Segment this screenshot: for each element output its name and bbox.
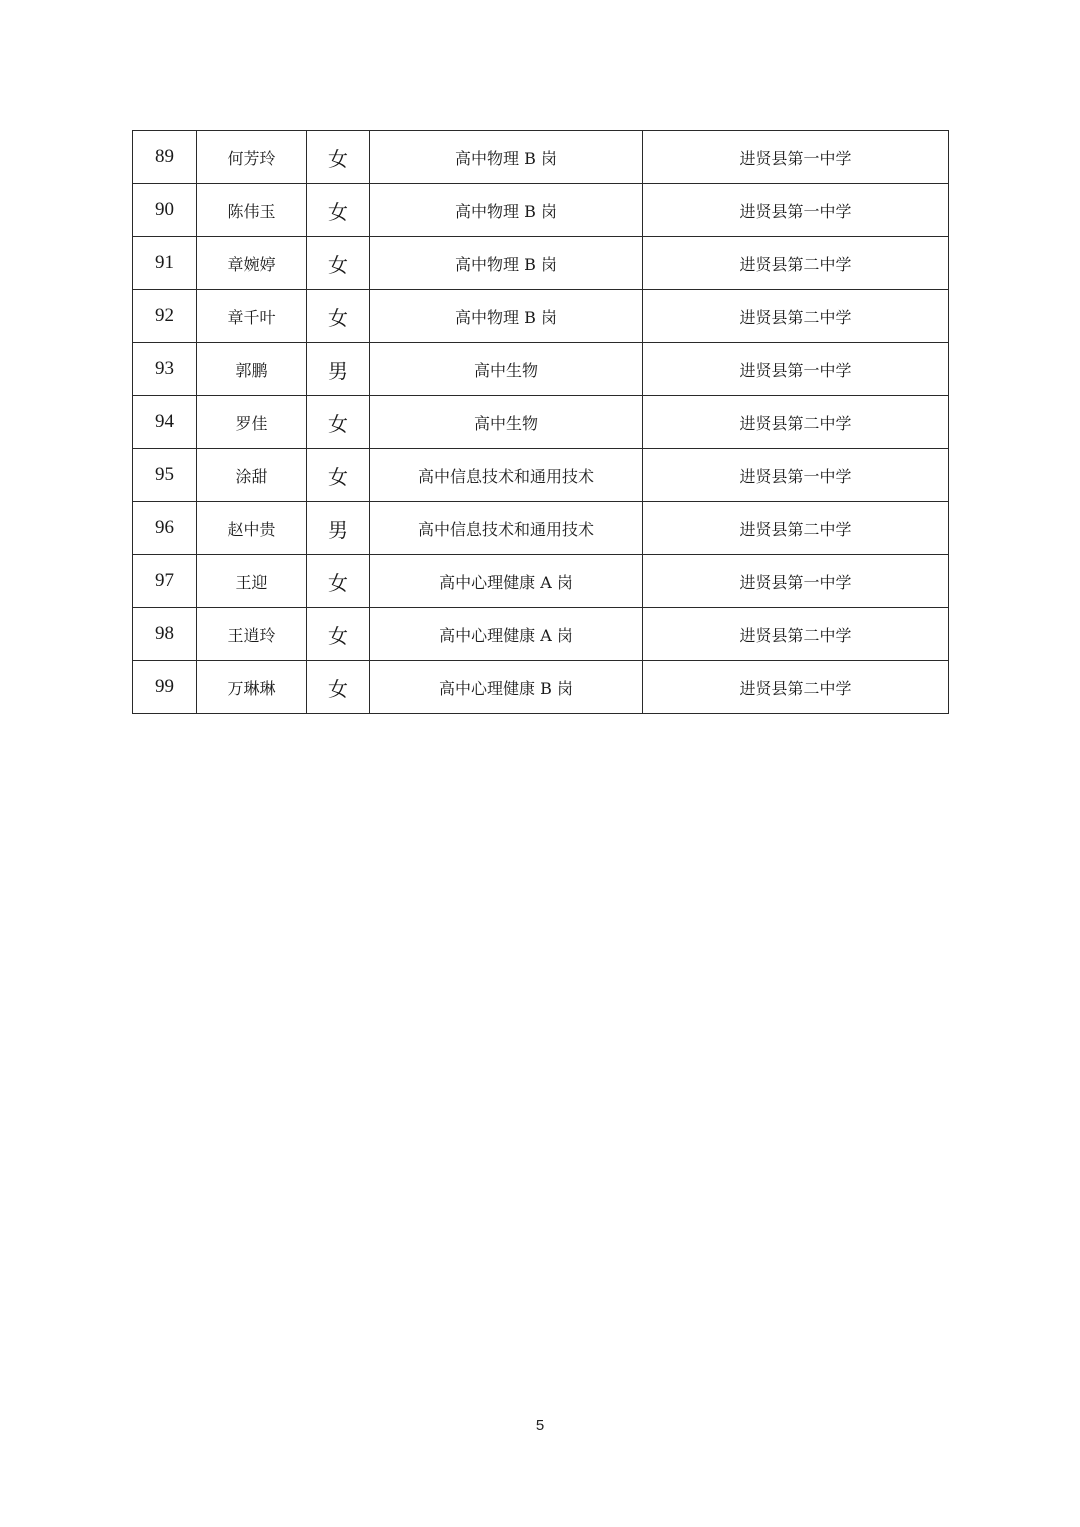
row-number-cell: 99: [133, 661, 197, 714]
row-number-cell: 91: [133, 237, 197, 290]
row-number-cell: 95: [133, 449, 197, 502]
position-cell: 高中心理健康 A 岗: [370, 555, 643, 608]
school-cell: 进贤县第二中学: [643, 502, 949, 555]
school-cell: 进贤县第二中学: [643, 396, 949, 449]
school-cell: 进贤县第一中学: [643, 449, 949, 502]
position-cell: 高中生物: [370, 343, 643, 396]
table-row: [133, 131, 949, 184]
table-row: [133, 555, 949, 608]
roster-table-body: [133, 131, 949, 714]
gender-cell: 男: [307, 502, 370, 555]
row-number-cell: 89: [133, 131, 197, 184]
position-cell: 高中心理健康 A 岗: [370, 608, 643, 661]
name-cell: 涂甜: [197, 449, 307, 502]
gender-cell: 女: [307, 661, 370, 714]
table-row: [133, 237, 949, 290]
row-number-cell: 90: [133, 184, 197, 237]
row-number-cell: 92: [133, 290, 197, 343]
name-cell: 王逍玲: [197, 608, 307, 661]
table-row: [133, 449, 949, 502]
gender-cell: 男: [307, 343, 370, 396]
position-cell: 高中物理 B 岗: [370, 237, 643, 290]
school-cell: 进贤县第二中学: [643, 608, 949, 661]
position-cell: 高中心理健康 B 岗: [370, 661, 643, 714]
school-cell: 进贤县第一中学: [643, 184, 949, 237]
table-row: [133, 396, 949, 449]
gender-cell: 女: [307, 396, 370, 449]
name-cell: 何芳玲: [197, 131, 307, 184]
school-cell: 进贤县第一中学: [643, 555, 949, 608]
roster-table: [132, 130, 949, 714]
name-cell: 赵中贵: [197, 502, 307, 555]
page-number: 5: [535, 1417, 545, 1434]
table-row: [133, 290, 949, 343]
name-cell: 郭鹏: [197, 343, 307, 396]
name-cell: 万琳琳: [197, 661, 307, 714]
position-cell: 高中生物: [370, 396, 643, 449]
name-cell: 章婉婷: [197, 237, 307, 290]
name-cell: 章千叶: [197, 290, 307, 343]
table-row: [133, 661, 949, 714]
gender-cell: 女: [307, 237, 370, 290]
name-cell: 罗佳: [197, 396, 307, 449]
school-cell: 进贤县第二中学: [643, 290, 949, 343]
gender-cell: 女: [307, 184, 370, 237]
table-row: [133, 608, 949, 661]
position-cell: 高中物理 B 岗: [370, 290, 643, 343]
row-number-cell: 93: [133, 343, 197, 396]
school-cell: 进贤县第一中学: [643, 131, 949, 184]
gender-cell: 女: [307, 131, 370, 184]
position-cell: 高中信息技术和通用技术: [370, 502, 643, 555]
position-cell: 高中物理 B 岗: [370, 184, 643, 237]
name-cell: 陈伟玉: [197, 184, 307, 237]
gender-cell: 女: [307, 555, 370, 608]
school-cell: 进贤县第二中学: [643, 237, 949, 290]
table-row: [133, 184, 949, 237]
gender-cell: 女: [307, 608, 370, 661]
position-cell: 高中信息技术和通用技术: [370, 449, 643, 502]
table-row: [133, 343, 949, 396]
gender-cell: 女: [307, 290, 370, 343]
table-row: [133, 502, 949, 555]
school-cell: 进贤县第二中学: [643, 661, 949, 714]
name-cell: 王迎: [197, 555, 307, 608]
row-number-cell: 96: [133, 502, 197, 555]
gender-cell: 女: [307, 449, 370, 502]
school-cell: 进贤县第一中学: [643, 343, 949, 396]
row-number-cell: 98: [133, 608, 197, 661]
row-number-cell: 97: [133, 555, 197, 608]
position-cell: 高中物理 B 岗: [370, 131, 643, 184]
row-number-cell: 94: [133, 396, 197, 449]
